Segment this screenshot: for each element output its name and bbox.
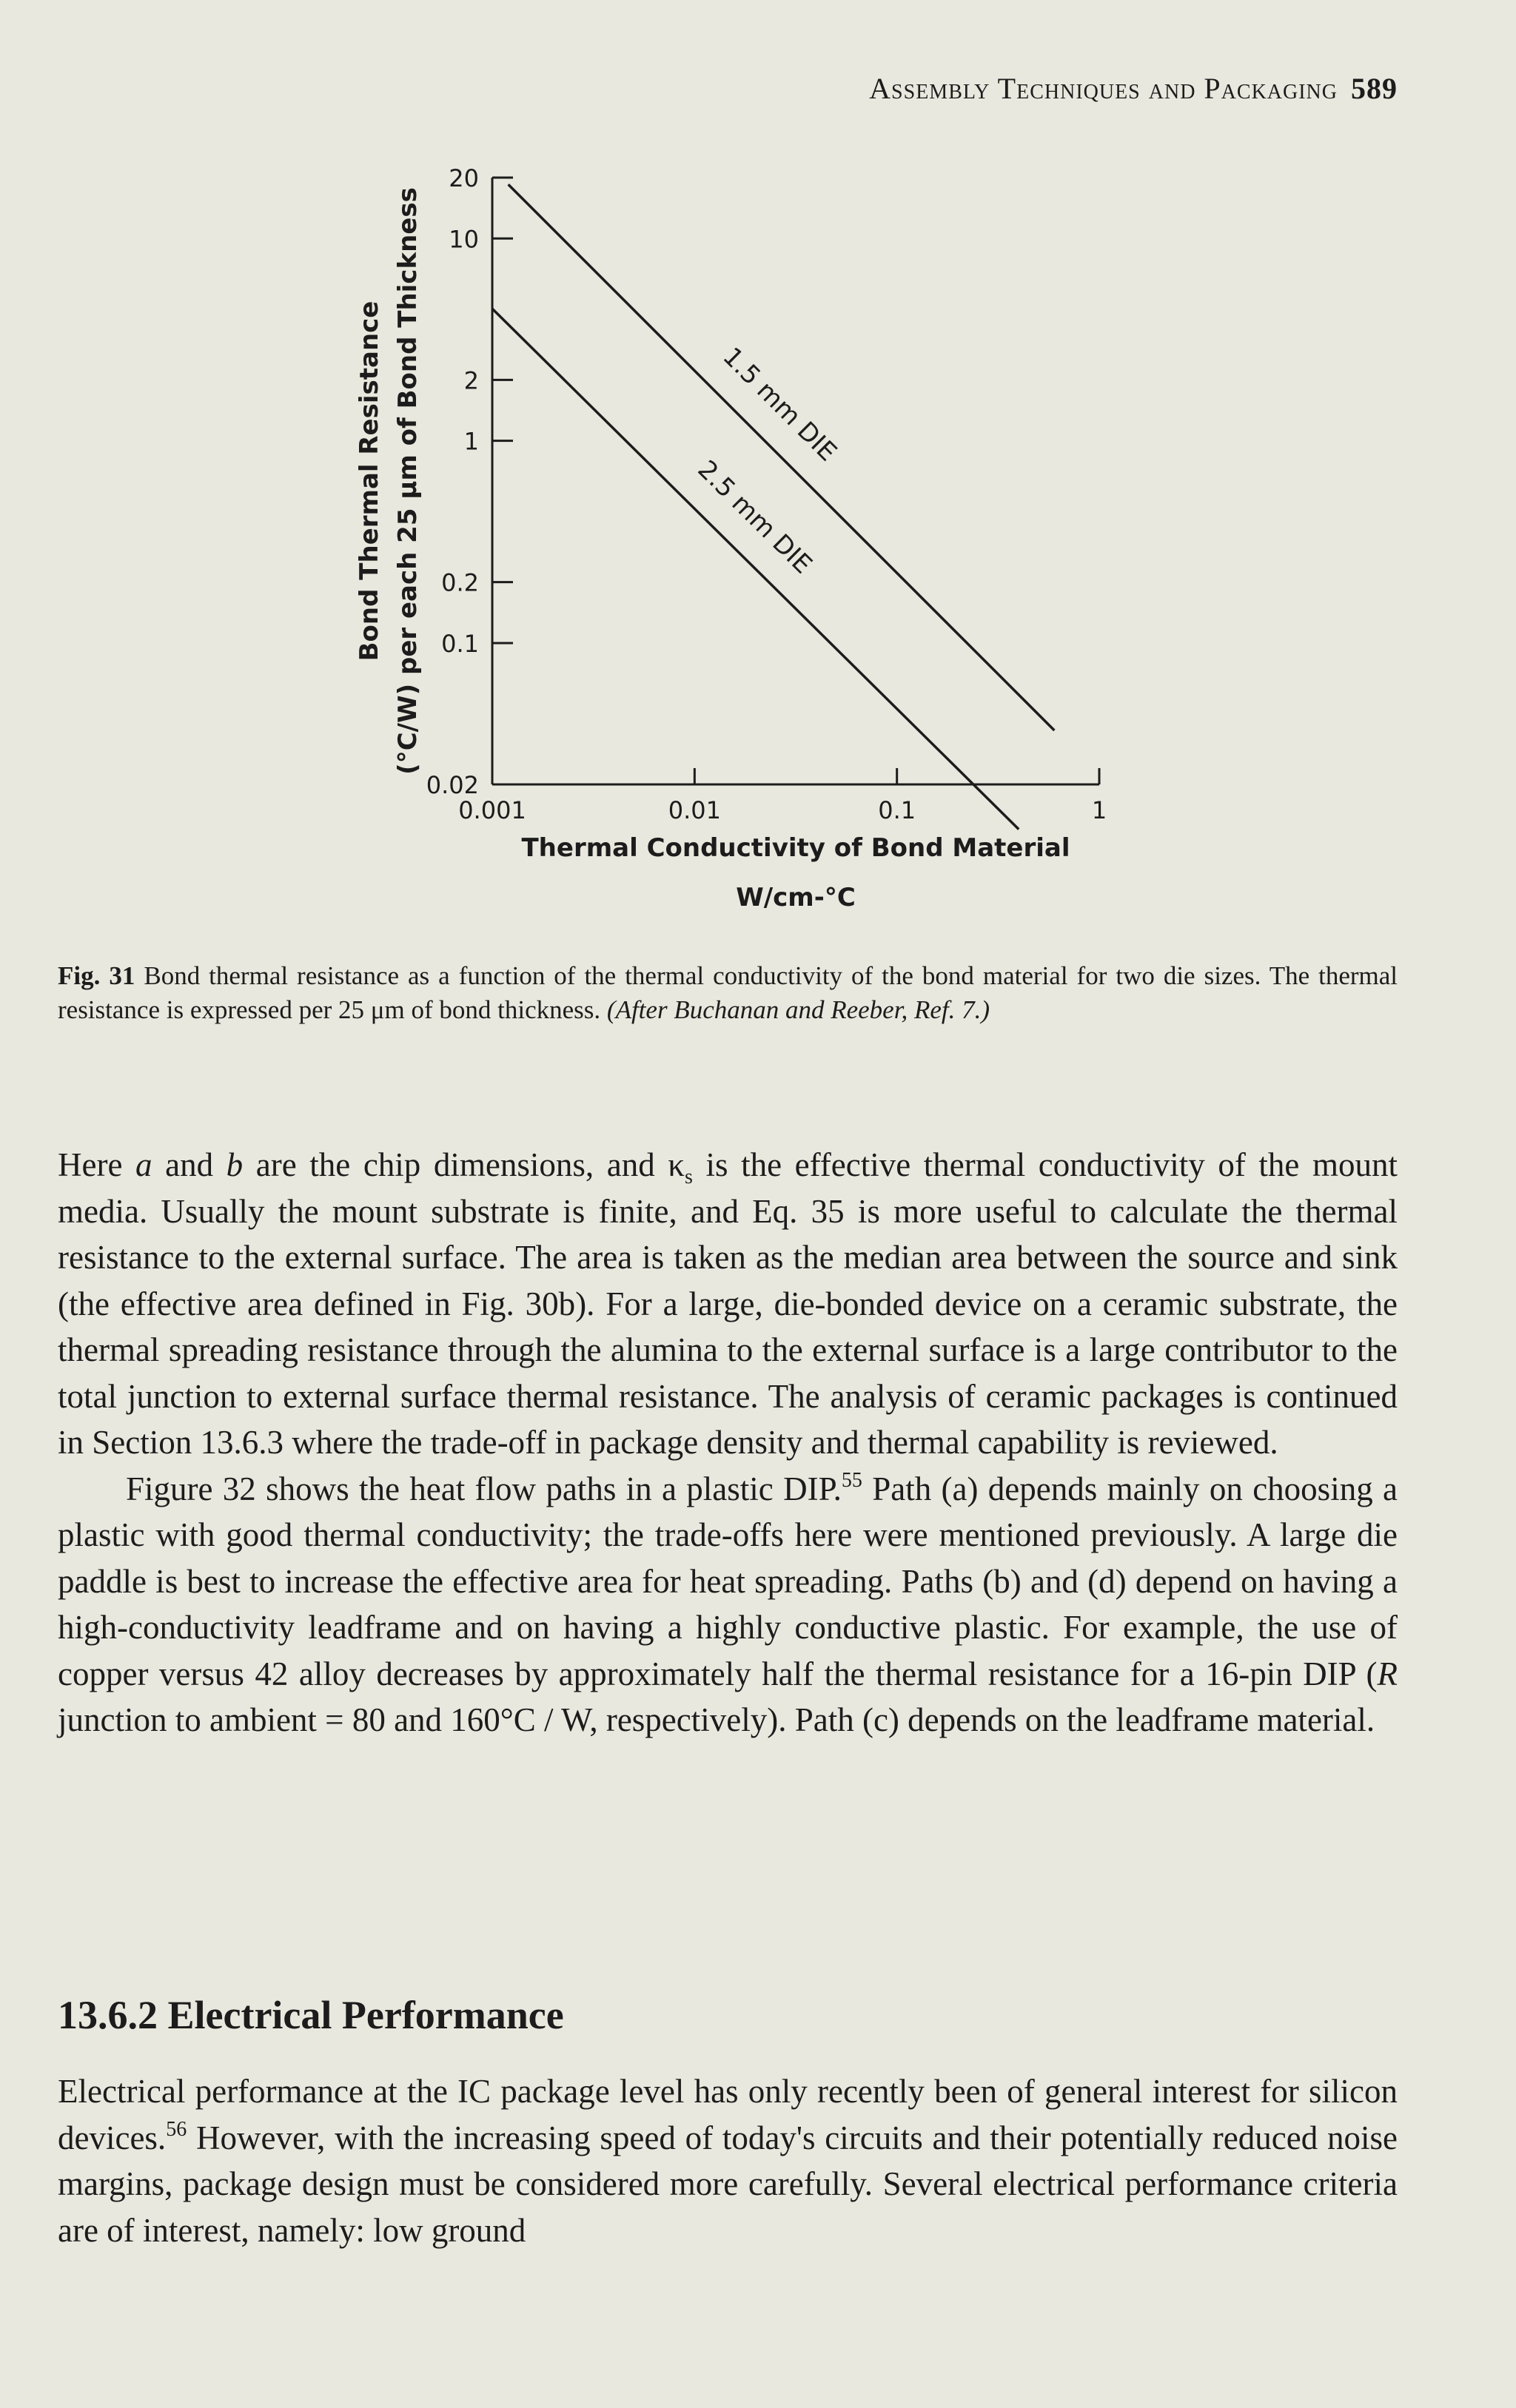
- thermal-resistance-chart: [0, 0, 1516, 932]
- figure-label: Fig. 31: [58, 961, 135, 990]
- y-axis-units-label: (°C/W) per each 25 μm of Bond Thickness: [393, 187, 423, 775]
- x-tick-label: 1: [1091, 796, 1107, 824]
- x-axis-ticks: [458, 768, 1107, 824]
- paragraph-1: Here a and b are the chip dimensions, and $\kappa_s$ is the effective thermal conductivity of the mount media. Usually the mount substrate is finite, and Eq. 35 is more useful to calculate the thermal resistance to the external surface. The area is taken as the median area between the source and sink (the effective area defined in Fig. 30b). For a large, die-bonded device on a ceramic substrate, the thermal spreading resistance through the alumina to the external surface is a large contributor to the total junction to external surface thermal resistance. The analysis of ceramic packages is continued in Section 13.6.3 where the trade-off in package density and thermal capability is reviewed.: [58, 1146, 1398, 1461]
- series-label: 1.5 mm DIE: [717, 341, 842, 468]
- chart-series: [492, 184, 1054, 829]
- y-axis-label: Bond Thermal Resistance: [355, 300, 384, 662]
- x-tick-label: 0.1: [878, 796, 916, 824]
- y-tick-label: 0.2: [441, 568, 479, 597]
- y-axis-ticks: [426, 164, 513, 799]
- chart-axes: [492, 178, 1099, 784]
- body-text-block: [58, 1142, 1398, 1743]
- caption-text: Bond thermal resistance as a function of the thermal conductivity of the bond material for two die sizes. The thermal resistance is expressed per 25 μm of bond thickness.: [58, 961, 1398, 1024]
- var-kappa-subscript: s: [684, 1166, 693, 1188]
- x-tick-label: 0.01: [668, 796, 721, 824]
- reference-56: 56: [166, 2117, 187, 2141]
- y-tick-label: 0.1: [441, 629, 479, 658]
- var-kappa: κ: [668, 1146, 685, 1183]
- figure-caption: [58, 959, 1398, 1027]
- y-tick-label: 10: [449, 225, 479, 254]
- y-tick-label: 1: [463, 427, 479, 456]
- paragraph-3: Electrical performance at the IC package level has only recently been of general interest for silicon devices.$^{56}$ However, with the increasing speed of today's circuits and their potentially reduced noise margins, package design must be considered more carefully. Several electrical performance criteria are of interest, namely: low ground: [58, 2073, 1398, 2249]
- y-tick-label: 0.02: [426, 771, 479, 799]
- var-r: R: [1377, 1655, 1398, 1692]
- y-tick-label: 2: [463, 366, 479, 395]
- x-axis-units-label: W/cm-°C: [736, 883, 856, 912]
- caption-credit: (After Buchanan and Reeber, Ref. 7.): [606, 995, 990, 1024]
- section-heading: 13.6.2 Electrical Performance: [58, 1993, 564, 2037]
- reference-55: 55: [841, 1468, 862, 1492]
- y-tick-label: 20: [449, 164, 479, 192]
- x-tick-label: 0.001: [458, 796, 526, 824]
- series-label: 2.5 mm DIE: [691, 454, 818, 580]
- x-axis-label: Thermal Conductivity of Bond Material: [521, 833, 1070, 863]
- page-number: 589: [1351, 72, 1398, 105]
- body-text-block-2: [58, 2068, 1398, 2253]
- series-line: [509, 184, 1055, 730]
- running-title: Assembly Techniques and Packaging: [869, 72, 1338, 105]
- var-b: b: [226, 1146, 244, 1183]
- chart-series-labels: [691, 342, 842, 579]
- paragraph-2: Figure 32 shows the heat flow paths in a plastic DIP.$^{55}$ Path (a) depends mainly on choosing a plastic with good thermal conductivity; the trade-offs here were mentioned previously. A large die paddle is best to increase the effective area for heat spreading. Paths (b) and (d) depend on having a high-conductivity leadframe and on having a highly conductive plastic. For example, the use of copper versus 42 alloy decreases by approximately half the thermal resistance for a 16-pin DIP (R junction to ambient = 80 and 160°C / W, respectively). Path (c) depends on the leadframe material.: [58, 1468, 1398, 1738]
- var-a: a: [135, 1146, 152, 1183]
